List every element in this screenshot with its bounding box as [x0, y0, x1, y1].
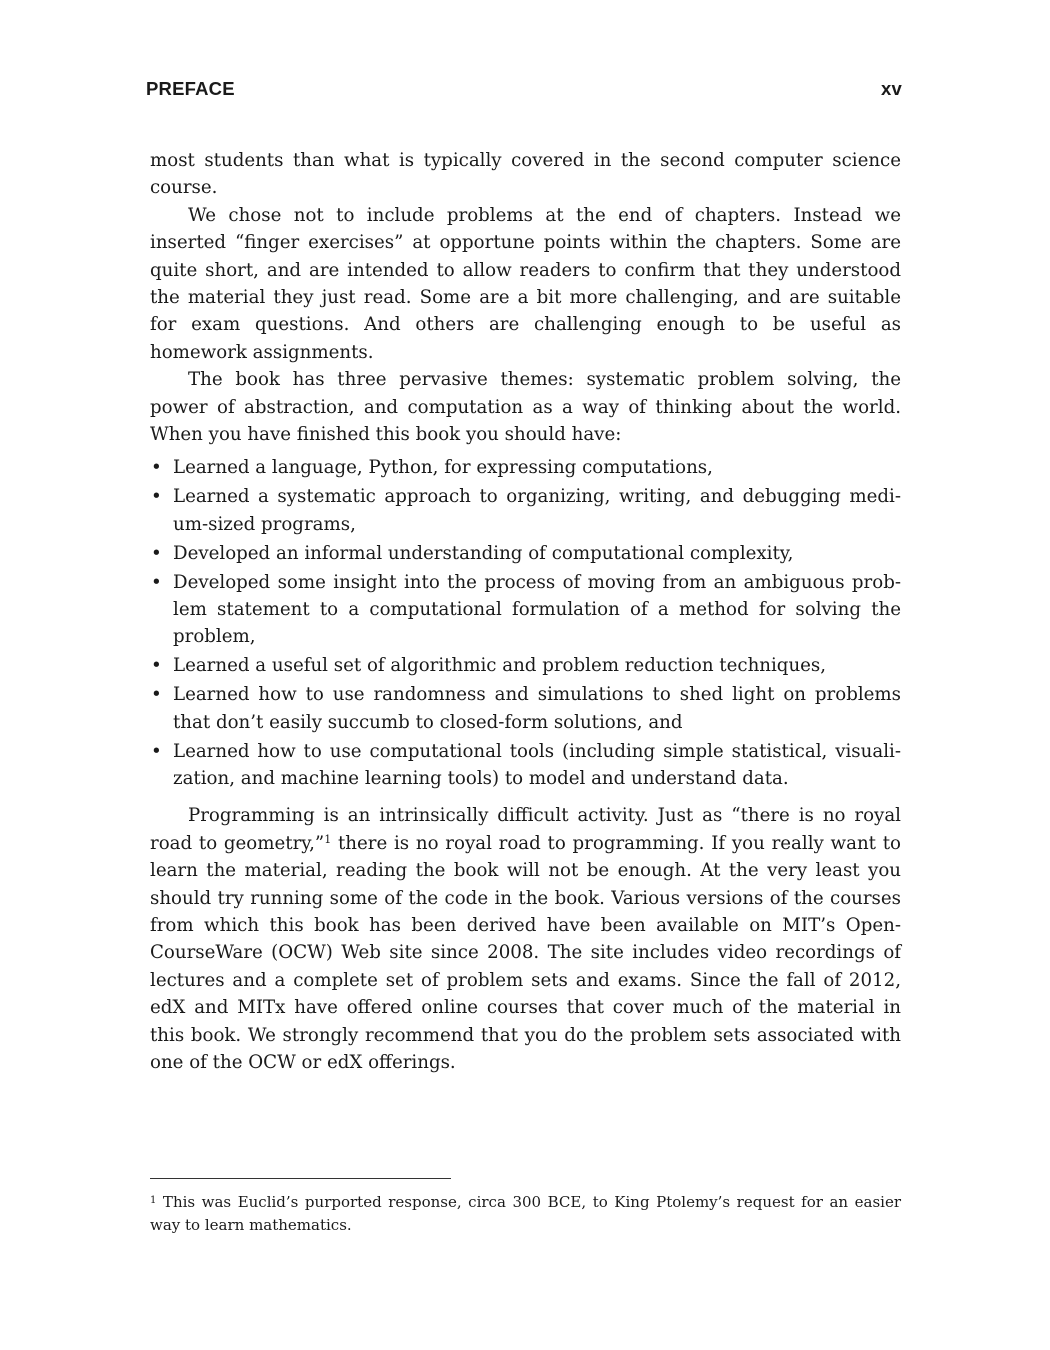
list-item	[150, 483, 901, 538]
list-item-text: Developed an informal understanding of computational complexity,	[173, 542, 794, 564]
footnote-divider	[150, 1178, 451, 1179]
footnote-number: 1	[150, 1195, 157, 1206]
footnote	[150, 1191, 901, 1237]
paragraph-programming	[150, 802, 901, 1076]
paragraph-finger-exercises: We chose not to include problems at the end of chapters. Instead we inserted “finger exercises” at opportune points within the chapters. Some are quite short, and are intended to allow readers to confirm that they understood the material they just read. Some are a bit more challenging, and are suitable for exam questions. And others are challenging enough to be useful as homework assignments.	[150, 204, 901, 363]
list-item	[150, 454, 901, 481]
list-item	[150, 652, 901, 679]
running-head-title: PREFACE	[146, 78, 235, 99]
list-item-text: Learned a language, Python, for expressing computations,	[173, 457, 713, 479]
page-number: xv	[881, 78, 902, 99]
bullet-icon: •	[151, 684, 162, 706]
bullet-icon: •	[151, 740, 162, 762]
list-item-text: Learned how to use computational tools (including simple statistical, visualization, and machine learning tools) to model and understand data.	[173, 740, 901, 789]
list-item	[150, 738, 901, 793]
bullet-icon: •	[151, 457, 162, 479]
bullet-icon: •	[151, 655, 162, 677]
paragraph-continuation: most students than what is typically covered in the second computer science course.	[150, 150, 901, 199]
paragraph-programming-start: Programming is an intrinsically difficult activity. Just as “there is no royal road to geometry,”	[150, 805, 901, 854]
list-item	[150, 569, 901, 651]
list-item-text: Learned a systematic approach to organizing, writing, and debugging medium-sized programs,	[173, 486, 901, 535]
learning-goals-list	[150, 454, 901, 792]
list-item-text: Learned a useful set of algorithmic and problem reduction techniques,	[173, 655, 827, 677]
list-item-text: Developed some insight into the process of moving from an ambiguous problem statement to a computational formulation of a method for solving the problem,	[173, 571, 901, 648]
running-head	[146, 78, 902, 104]
list-item	[150, 540, 901, 567]
bullet-icon: •	[151, 486, 162, 508]
paragraph-programming-rest: there is no royal road to programming. If you really want to learn the material, reading the book will not be enough. At the very least you should try running some of the code in the book. Various versions of the courses from which this book has been derived have been available on MIT’s OpenCourseWare (OCW) Web site since 2008. The site includes video recordings of lectures and a complete set of problem sets and exams. Since the fall of 2012, edX and MITx have offered online courses that cover much of the material in this book. We strongly recommend that you do the problem sets associated with one of the OCW or edX offerings.	[150, 832, 901, 1073]
footnote-reference[interactable]: 1	[324, 832, 332, 846]
list-item	[150, 681, 901, 736]
footnote-text: This was Euclid’s purported response, circa 300 BCE, to King Ptolemy’s request for an easier way to learn mathematics.	[150, 1193, 901, 1234]
bullet-icon: •	[151, 571, 162, 593]
list-item-text: Learned how to use randomness and simulations to shed light on problems that don’t easily succumb to closed-form solutions, and	[173, 684, 901, 733]
body-text	[150, 147, 901, 1076]
paragraph-themes: The book has three pervasive themes: systematic problem solving, the power of abstraction, and computation as a way of thinking about the world. When you have finished this book you should have:	[150, 369, 901, 446]
bullet-icon: •	[151, 542, 162, 564]
